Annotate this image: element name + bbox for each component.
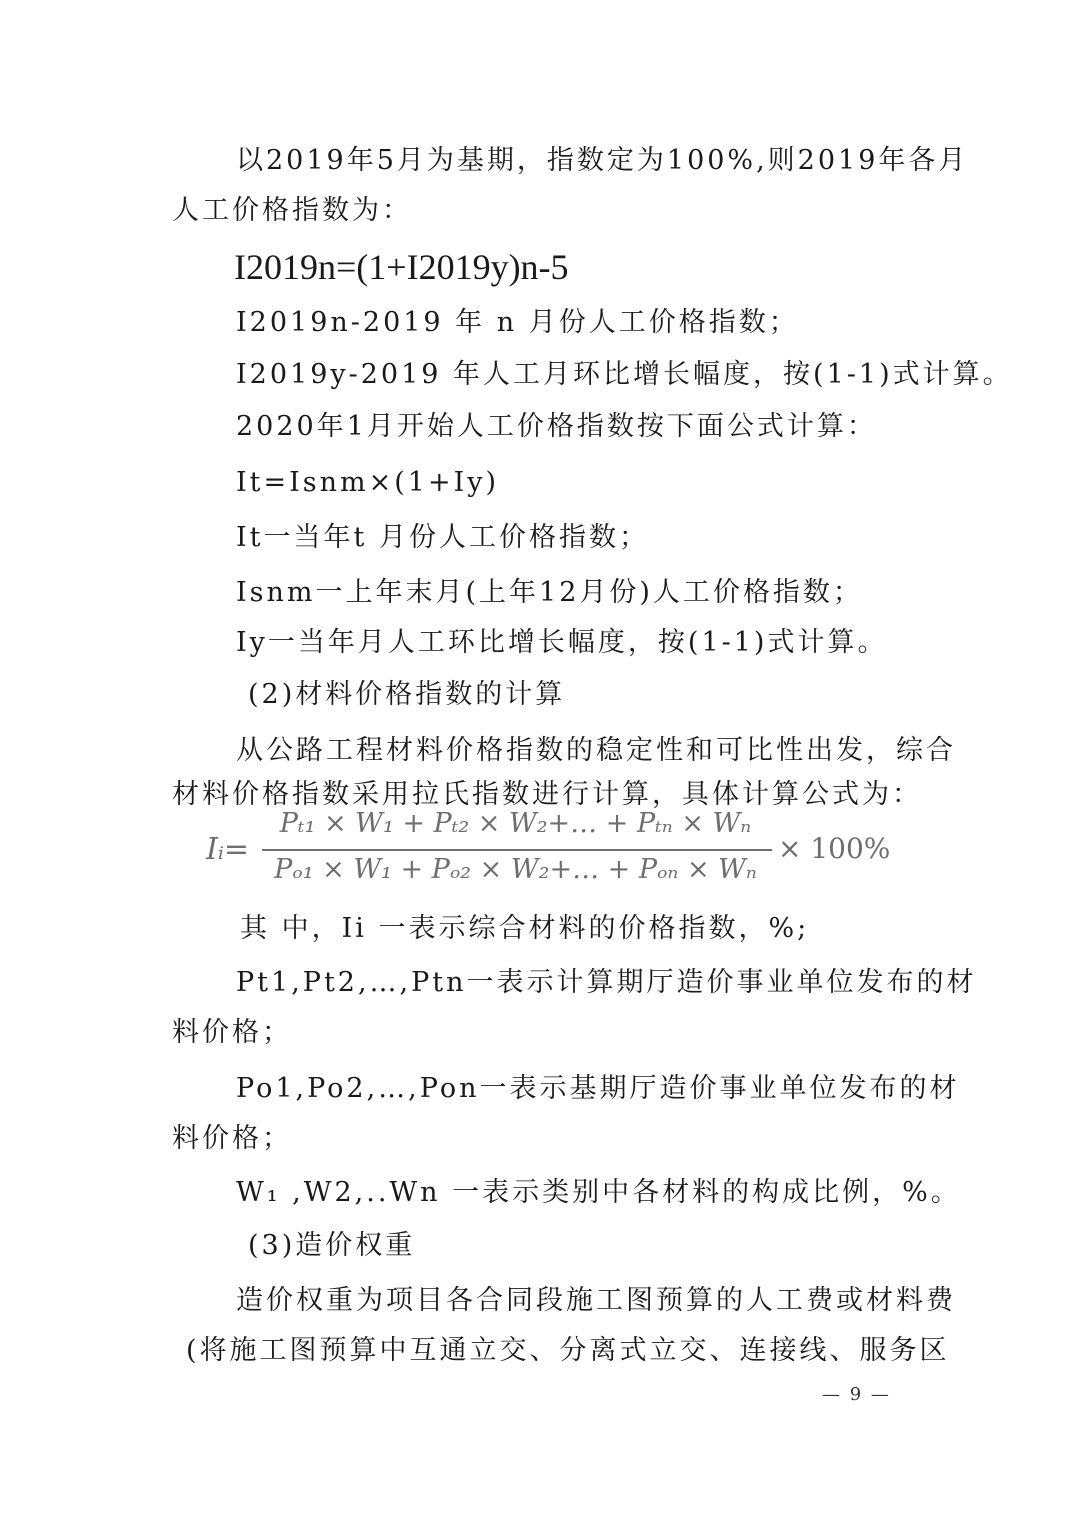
formula-multiplier: × 100% — [778, 832, 891, 865]
paragraph-line: I2019y-2019 年人工月环比增长幅度，按(1-1)式计算。 — [236, 359, 1013, 390]
fraction-bar — [262, 849, 772, 851]
formula-numerator: Pₜ₁ × W₁ + Pₜ₂ × W₂+… + Pₜₙ × Wₙ — [279, 808, 752, 839]
paragraph-line: I2019n-2019 年 n 月份人工价格指数； — [236, 307, 799, 338]
paragraph-line: 材料价格指数采用拉氏指数进行计算，具体计算公式为： — [172, 779, 922, 810]
section-heading: (3)造价权重 — [248, 1230, 416, 1261]
formula-lhs: Iᵢ= — [206, 832, 250, 867]
formula-line: It=Isnm×(1+Iy) — [236, 467, 500, 498]
paragraph-line: Po1,Po2,…,Pon一表示基期厅造价事业单位发布的材 — [236, 1073, 960, 1104]
paragraph-line: 以2019年5月为基期，指数定为100%,则2019年各月 — [236, 145, 969, 176]
paragraph-line: 2020年1月开始人工价格指数按下面公式计算： — [236, 411, 877, 442]
paragraph-line: Isnm一上年末月(上年12月份)人工价格指数； — [236, 577, 863, 608]
paragraph-line: 其 中，Ii 一表示综合材料的价格指数，%; — [240, 913, 810, 944]
section-heading: (2)材料价格指数的计算 — [248, 679, 566, 710]
paragraph-line: 造价权重为项目各合同段施工图预算的人工费或材料费 — [236, 1285, 956, 1316]
paragraph-line: 料价格； — [172, 1123, 292, 1154]
paragraph-line: Iy一当年月人工环比增长幅度，按(1-1)式计算。 — [236, 627, 888, 658]
paragraph-line: 从公路工程材料价格指数的稳定性和可比性出发，综合 — [236, 735, 956, 766]
paragraph-line: It一当年t 月份人工价格指数； — [236, 522, 649, 553]
paragraph-line: (将施工图预算中互通立交、分离式立交、连接线、服务区 — [186, 1335, 950, 1366]
formula-line: I2019n=(1+I2019y)n-5 — [234, 247, 569, 287]
paragraph-line: 料价格； — [172, 1017, 292, 1048]
page-number: — 9 — — [822, 1384, 891, 1405]
paragraph-line: W₁ ,W2,..Wn 一表示类别中各材料的构成比例，%。 — [236, 1177, 961, 1208]
laspeyres-formula — [206, 806, 891, 890]
paragraph-line: 人工价格指数为： — [172, 195, 412, 226]
formula-denominator: Pₒ₁ × W₁ + Pₒ₂ × W₂+… + Pₒₙ × Wₙ — [274, 854, 757, 885]
paragraph-line: Pt1,Pt2,…,Ptn一表示计算期厅造价事业单位发布的材 — [236, 967, 977, 998]
